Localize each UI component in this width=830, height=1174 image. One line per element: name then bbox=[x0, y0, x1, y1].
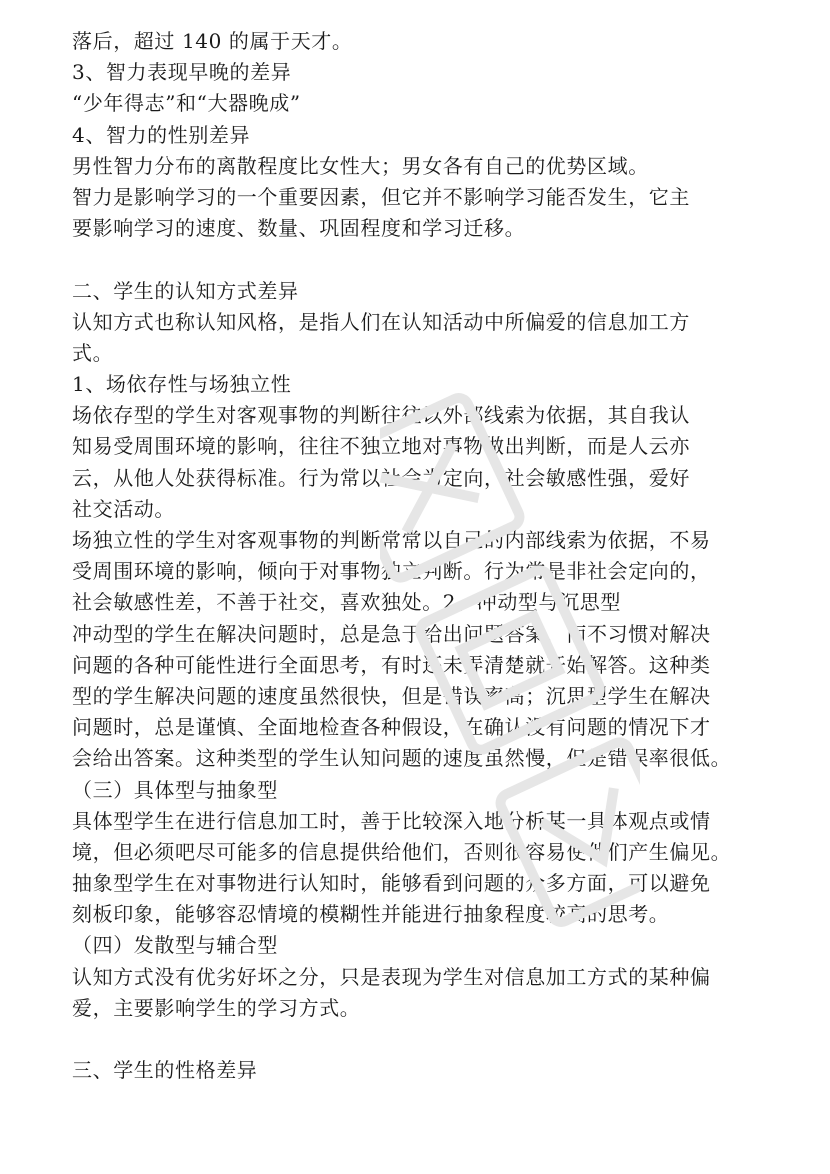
text-line: 认知方式没有优劣好坏之分，只是表现为学生对信息加工方式的某种偏 bbox=[72, 964, 711, 989]
text-line: 问题的各种可能性进行全面思考，有时还未弄清楚就开始解答。这种类 bbox=[72, 652, 711, 677]
text-line: 落后，超过 140 的属于天才。 bbox=[72, 29, 353, 53]
section-heading-cognitive-style: 二、学生的认知方式差异 bbox=[72, 278, 299, 303]
subheading-concrete-abstract: （三）具体型与抽象型 bbox=[72, 777, 278, 802]
subheading-divergent-convergent: （四）发散型与辅合型 bbox=[72, 933, 278, 958]
text-line: 知易受周围环境的影响，往往不独立地对事物做出判断，而是人云亦 bbox=[72, 434, 690, 459]
text-line: 问题时，总是谨慎、全面地检查各种假设，在确认没有问题的情况下才 bbox=[72, 715, 711, 740]
text-line: 冲动型的学生在解决问题时，总是急于给出问题答案，而不习惯对解决 bbox=[72, 621, 711, 646]
text-line: 智力是影响学习的一个重要因素，但它并不影响学习能否发生，它主 bbox=[72, 184, 690, 209]
text-line: 爱，主要影响学生的学习方式。 bbox=[72, 995, 361, 1020]
text-line: 男性智力分布的离散程度比女性大；男女各有自己的优势区域。 bbox=[72, 153, 649, 178]
heading-3-intelligence-timing: 3、智力表现早晚的差异 bbox=[72, 60, 292, 85]
text-line: 境，但必须吧尽可能多的信息提供给他们，否则很容易使他们产生偏见。 bbox=[72, 839, 732, 864]
text-line: “少年得志”和“大器晚成” bbox=[72, 91, 301, 116]
text-line: 认知方式也称认知风格，是指人们在认知活动中所偏爱的信息加工方 bbox=[72, 309, 690, 334]
text-line: 抽象型学生在对事物进行认知时，能够看到问题的众多方面，可以避免 bbox=[72, 871, 711, 896]
paragraph-spacer bbox=[72, 244, 772, 275]
text-line: 型的学生解决问题的速度虽然很快，但是错误率高；沉思型学生在解决 bbox=[72, 683, 711, 708]
section-heading-personality: 三、学生的性格差异 bbox=[72, 1058, 258, 1083]
text-line: 云，从他人处获得标准。行为常以社会为定向，社会敏感性强，爱好 bbox=[72, 465, 690, 490]
text-line: 受周围环境的影响，倾向于对事物独立判断。行为常是非社会定向的， bbox=[72, 559, 711, 584]
text-line: 要影响学习的速度、数量、巩固程度和学习迁移。 bbox=[72, 216, 526, 241]
text-line: 式。 bbox=[72, 340, 114, 365]
text-line: 会给出答案。这种类型的学生认知问题的速度虽然慢，但是错误率很低。 bbox=[72, 746, 732, 771]
text-line: 刻板印象，能够容忍情境的模糊性并能进行抽象程度较高的思考。 bbox=[72, 902, 670, 927]
text-line: 社会敏感性差，不善于社交，喜欢独处。2、冲动型与沉思型 bbox=[72, 590, 621, 615]
document-page bbox=[72, 26, 772, 1086]
text-line: 场独立性的学生对客观事物的判断常常以自己的内部线索为依据，不易 bbox=[72, 528, 711, 552]
subheading-field-dependence: 1、场依存性与场独立性 bbox=[72, 372, 292, 397]
paragraph-spacer bbox=[72, 1024, 772, 1055]
text-line: 社交活动。 bbox=[72, 496, 175, 521]
heading-4-intelligence-gender: 4、智力的性别差异 bbox=[72, 122, 251, 147]
text-line: 场依存型的学生对客观事物的判断往往以外部线索为依据，其自我认 bbox=[72, 403, 690, 428]
text-line: 具体型学生在进行信息加工时，善于比较深入地分析某一具体观点或情 bbox=[72, 808, 711, 833]
